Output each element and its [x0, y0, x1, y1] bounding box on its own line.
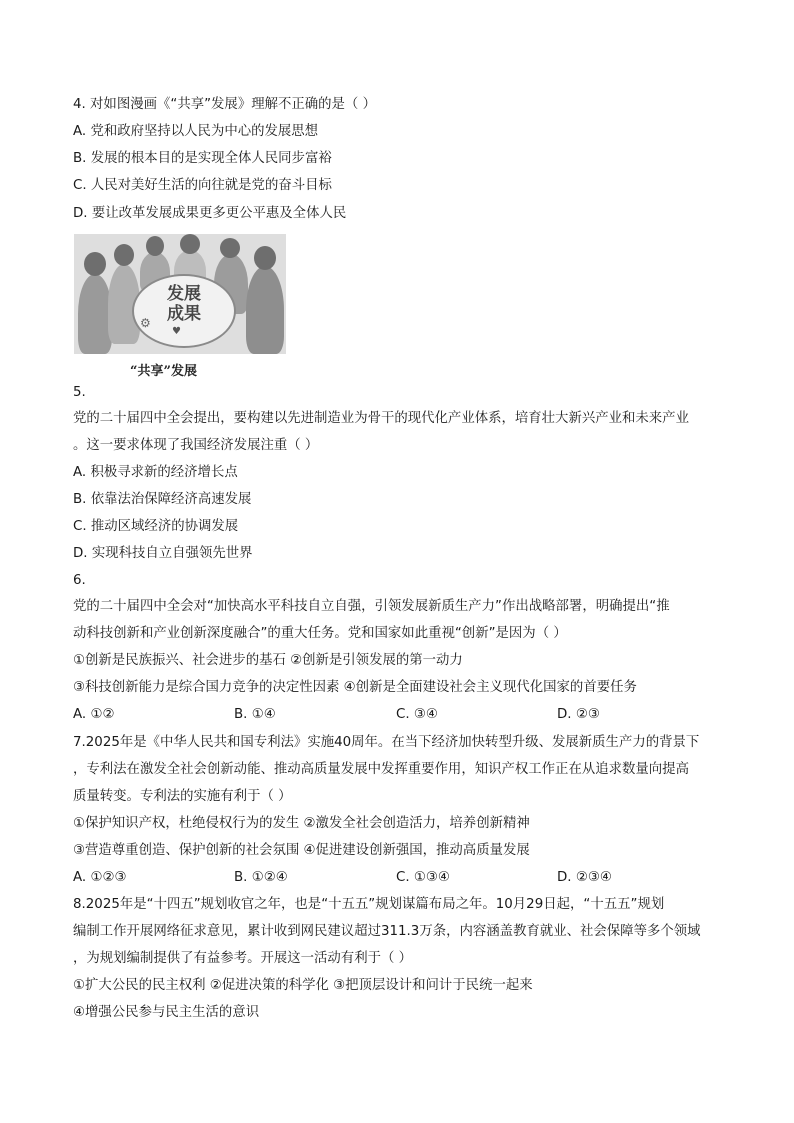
q6-option-d: D. ②③	[557, 707, 600, 722]
q6-option-b: B. ①④	[234, 707, 276, 722]
image-caption: “共享”发展	[130, 364, 197, 379]
q7-stem-line2: ，专利法在激发全社会创新动能、推动高质量发展中发挥重要作用，知识产权工作正在从追求数量向提高	[73, 762, 689, 777]
cartoon-image	[74, 234, 286, 354]
q8-stem-line1: 8.2025年是“十四五”规划收官之年，也是“十五五”规划谋篇布局之年。10月29日起，“十五五”规划	[73, 897, 665, 912]
q6-option-a: A. ①②	[73, 707, 115, 722]
q7-stem-line3: 质量转变。专利法的实施有利于（ ）	[73, 789, 292, 804]
q6-options	[73, 706, 733, 724]
heart-icon: ♥	[172, 326, 181, 337]
q7-statement-line1: ①保护知识产权，杜绝侵权行为的发生 ②激发全社会创造活力，培养创新精神	[73, 816, 530, 831]
q7-statement-line2: ③营造尊重创造、保护创新的社会氛围 ④促进建设创新强国，推动高质量发展	[73, 843, 530, 858]
q7-option-a: A. ①②③	[73, 870, 127, 885]
q5-stem-line1: 党的二十届四中全会提出，要构建以先进制造业为骨干的现代化产业体系，培育壮大新兴产业和未来产业	[73, 411, 689, 426]
q4-option-d: D. 要让改革发展成果更多更公平惠及全体人民	[73, 206, 347, 221]
cake-text-line1: 发展	[167, 284, 201, 304]
q8-statement-line2: ④增强公民参与民主生活的意识	[73, 1005, 260, 1020]
q7-stem-line1: 7.2025年是《中华人民共和国专利法》实施40周年。在当下经济加快转型升级、发展新质生产力的背景下	[73, 735, 700, 750]
q4-option-b: B. 发展的根本目的是实现全体人民同步富裕	[73, 151, 332, 166]
q7-option-b: B. ①②④	[234, 870, 288, 885]
q4-option-a: A. 党和政府坚持以人民为中心的发展思想	[73, 124, 319, 139]
q6-statement-line2: ③科技创新能力是综合国力竞争的决定性因素 ④创新是全面建设社会主义现代化国家的首要任务	[73, 680, 637, 695]
q4-option-c: C. 人民对美好生活的向往就是党的奋斗目标	[73, 178, 332, 193]
q8-stem-line3: ，为规划编制提供了有益参考。开展这一活动有利于（ ）	[73, 951, 413, 966]
q6-option-c: C. ③④	[396, 707, 438, 722]
q8-statement-line1: ①扩大公民的民主权利 ②促进决策的科学化 ③把顶层设计和问计于民统一起来	[73, 978, 533, 993]
q5-stem-line2: 。这一要求体现了我国经济发展注重（ ）	[73, 438, 319, 453]
q5-option-c: C. 推动区域经济的协调发展	[73, 519, 239, 534]
cake-text-line2: 成果	[167, 304, 201, 324]
q5-option-b: B. 依靠法治保障经济高速发展	[73, 492, 252, 507]
q7-options	[73, 869, 733, 887]
q4-stem: 4. 对如图漫画《“共享”发展》理解不正确的是（ ）	[73, 97, 376, 112]
q5-option-d: D. 实现科技自立自强领先世界	[73, 546, 253, 561]
gear-icon: ⚙	[140, 316, 151, 330]
q8-stem-line2: 编制工作开展网络征求意见，累计收到网民建议超过311.3万条，内容涵盖教育就业、社会保障等多个领域	[73, 924, 701, 939]
q7-option-c: C. ①③④	[396, 870, 450, 885]
q5-option-a: A. 积极寻求新的经济增长点	[73, 465, 238, 480]
q6-stem-line1: 党的二十届四中全会对“加快高水平科技自立自强，引领发展新质生产力”作出战略部署，明确提出“推	[73, 599, 670, 614]
q6-number: 6.	[73, 573, 86, 588]
q6-stem-line2: 动科技创新和产业创新深度融合”的重大任务。党和国家如此重视“创新”是因为（ ）	[73, 626, 567, 641]
q7-option-d: D. ②③④	[557, 870, 612, 885]
q6-statement-line1: ①创新是民族振兴、社会进步的基石 ②创新是引领发展的第一动力	[73, 653, 463, 668]
q5-number: 5.	[73, 385, 86, 400]
